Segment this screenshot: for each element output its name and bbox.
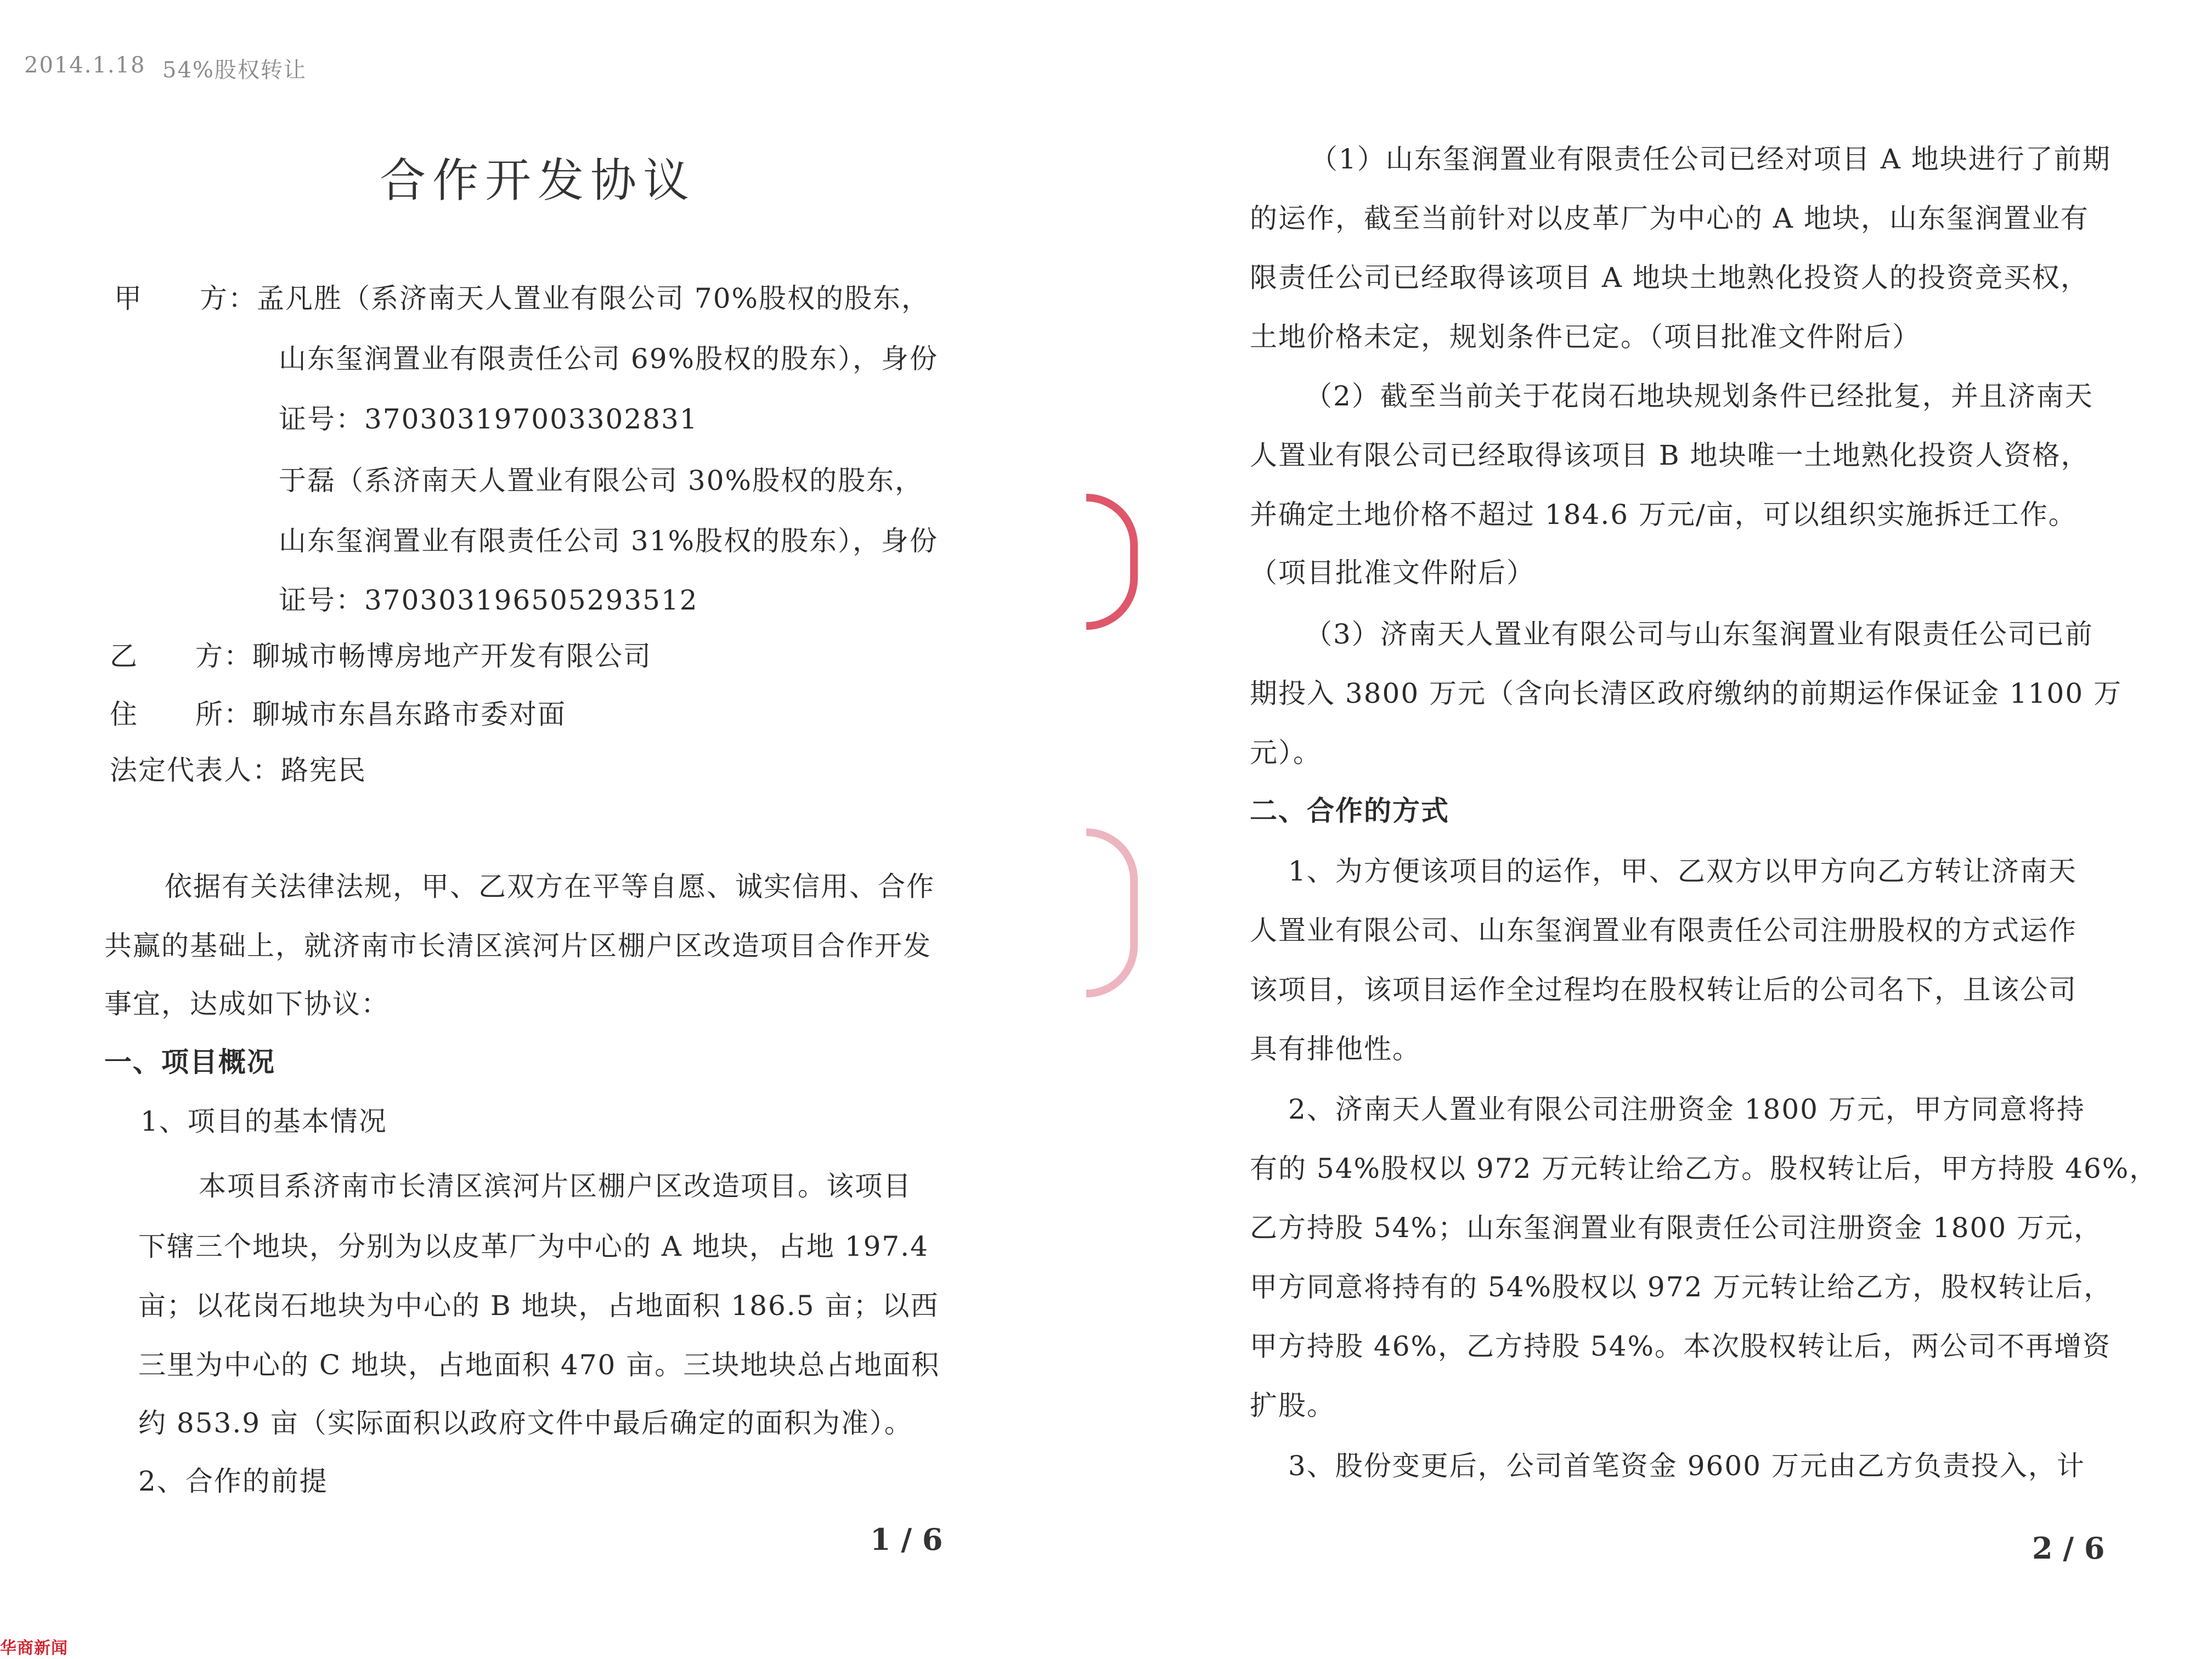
- paragraph-line: （项目批准文件附后）: [1250, 557, 1535, 589]
- paragraph-line: 有的 54%股权以 972 万元转让给乙方。股权转让后，甲方持股 46%，: [1250, 1153, 2158, 1184]
- party-a-line: 山东玺润置业有限责任公司 69%股权的股东），身份: [279, 343, 939, 375]
- subsection-heading: 2、合作的前提: [138, 1465, 328, 1497]
- paragraph-line: 1、为方便该项目的运作，甲、乙双方以甲方向乙方转让济南天: [1288, 855, 2077, 887]
- paragraph-line: 人置业有限公司已经取得该项目 B 地块唯一土地熟化投资人资格，: [1250, 439, 2090, 471]
- page-number: 2 / 6: [2032, 1531, 2105, 1566]
- party-a-line: 甲 方：孟凡胜（系济南天人置业有限公司 70%股权的股东，: [114, 283, 930, 314]
- page-number: 1 / 6: [870, 1522, 943, 1557]
- preamble-line: 共赢的基础上，就济南市长清区滨河片区棚户区改造项目合作开发: [104, 930, 932, 962]
- paragraph-line: （3）济南天人置业有限公司与山东玺润置业有限责任公司已前: [1305, 618, 2094, 650]
- party-a-id: 证号：370303196505293512: [279, 584, 698, 616]
- paragraph-line: 甲方同意将持有的 54%股权以 972 万元转让给乙方，股权转让后，: [1250, 1271, 2113, 1303]
- section-heading: 二、合作的方式: [1250, 794, 1449, 827]
- document-title: 合作开发协议: [379, 154, 696, 207]
- paragraph-line: （1）山东玺润置业有限责任公司已经对项目 A 地块进行了前期: [1310, 143, 2111, 175]
- subsection-heading: 1、项目的基本情况: [140, 1105, 387, 1137]
- preamble-line: 事宜，达成如下协议：: [104, 988, 390, 1020]
- paragraph-line: 约 853.9 亩（实际面积以政府文件中最后确定的面积为准）。: [138, 1407, 913, 1439]
- paragraph-line: 土地价格未定，规划条件已定。（项目批准文件附后）: [1250, 321, 1921, 353]
- paragraph-line: 扩股。: [1250, 1390, 1335, 1421]
- document-page-2: [1106, 0, 2212, 1659]
- paragraph-line: 2、济南天人置业有限公司注册资金 1800 万元，甲方同意将持: [1288, 1093, 2085, 1125]
- paragraph-line: 该项目，该项目运作全过程均在股权转让后的公司名下，且该公司: [1250, 974, 2077, 1006]
- paragraph-line: 限责任公司已经取得该项目 A 地块土地熟化投资人的投资竞买权，: [1250, 262, 2089, 294]
- party-a-line: 山东玺润置业有限责任公司 31%股权的股东），身份: [279, 525, 939, 557]
- paragraph-line: 3、股份变更后，公司首笔资金 9600 万元由乙方负责投入，计: [1288, 1450, 2085, 1482]
- party-b-line: 乙 方：聊城市畅博房地产开发有限公司: [110, 640, 652, 672]
- paragraph-line: 的运作，截至当前针对以皮革厂为中心的 A 地块，山东玺润置业有: [1250, 202, 2089, 234]
- paragraph-line: （2）截至当前关于花岗石地块规划条件已经批复，并且济南天: [1305, 380, 2094, 412]
- paragraph-line: 亩；以花岗石地块为中心的 B 地块，占地面积 186.5 亩；以西: [138, 1290, 939, 1322]
- paragraph-line: 具有排他性。: [1250, 1033, 1421, 1065]
- paragraph-line: 下辖三个地块，分别为以皮革厂为中心的 A 地块，占地 197.4: [138, 1231, 929, 1262]
- paragraph-line: 三里为中心的 C 地块，占地面积 470 亩。三块地块总占地面积: [138, 1349, 940, 1381]
- paragraph-line: 元）。: [1250, 737, 1322, 769]
- party-a-line: 于磊（系济南天人置业有限公司 30%股权的股东，: [279, 465, 924, 496]
- handwritten-note: 54%股权转让: [162, 58, 307, 83]
- paragraph-line: 并确定土地价格不超过 184.6 万元/亩，可以组织实施拆迁工作。: [1250, 499, 2077, 531]
- paragraph-line: 期投入 3800 万元（含向长清区政府缴纳的前期运作保证金 1100 万: [1250, 678, 2123, 709]
- paragraph-line: 乙方持股 54%；山东玺润置业有限责任公司注册资金 1800 万元，: [1250, 1212, 2103, 1244]
- handwritten-date: 2014.1.18: [24, 53, 146, 78]
- paragraph-line: 甲方持股 46%，乙方持股 54%。本次股权转让后，两公司不再增资: [1250, 1330, 2112, 1362]
- paragraph-line: 本项目系济南市长清区滨河片区棚户区改造项目。该项目: [199, 1170, 912, 1202]
- news-watermark-logo: 华商新闻: [0, 1638, 86, 1659]
- preamble-line: 依据有关法律法规，甲、乙双方在平等自愿、诚实信用、合作: [165, 871, 935, 902]
- section-heading: 一、项目概况: [104, 1046, 275, 1078]
- paragraph-line: 人置业有限公司、山东玺润置业有限责任公司注册股权的方式运作: [1250, 915, 2077, 946]
- party-a-id: 证号：370303197003302831: [279, 403, 698, 435]
- address-line: 住 所：聊城市东昌东路市委对面: [110, 698, 566, 730]
- legal-rep-line: 法定代表人：路宪民: [110, 754, 366, 786]
